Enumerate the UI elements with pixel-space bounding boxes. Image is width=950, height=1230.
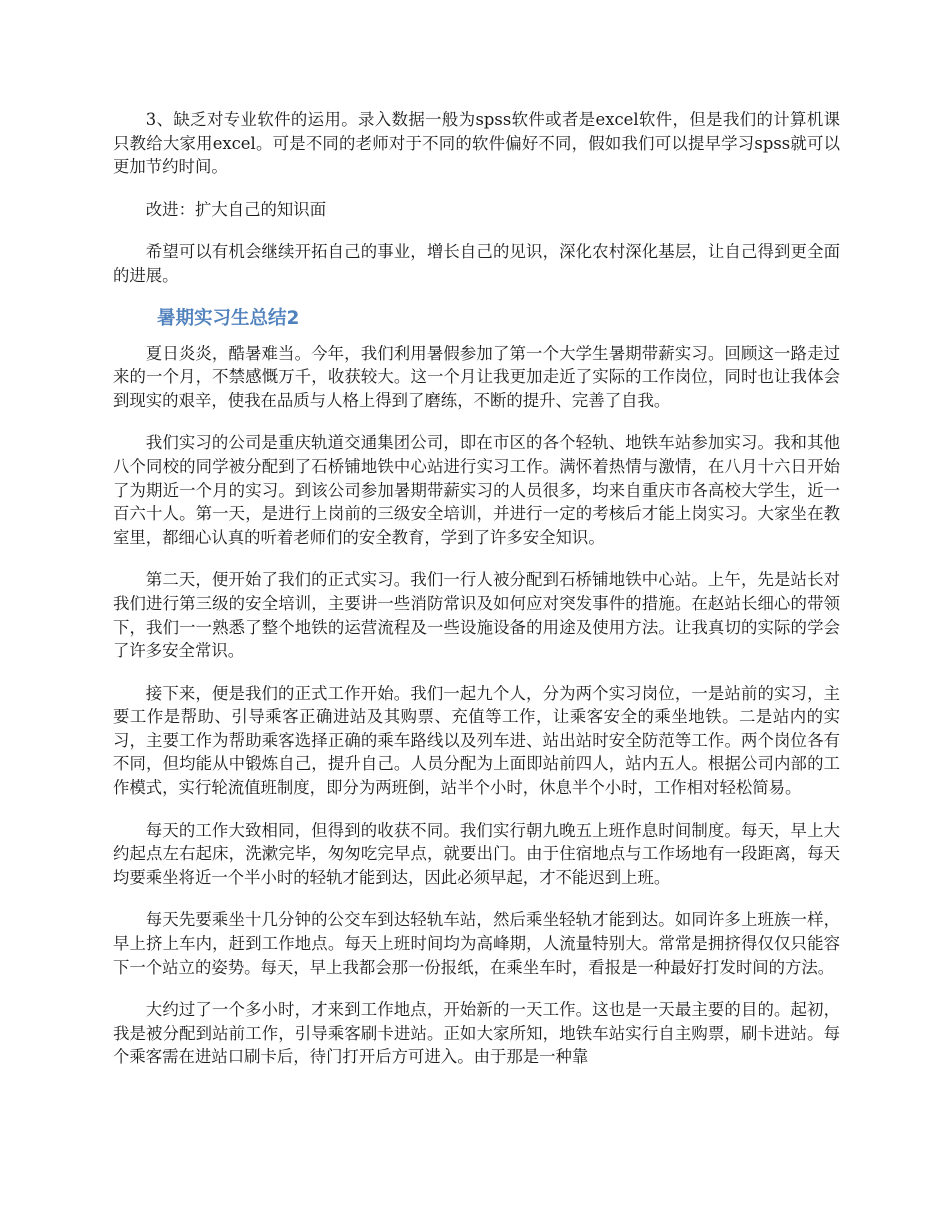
section-heading: 暑期实习生总结2 (157, 307, 300, 329)
paragraph-company: 我们实习的公司是重庆轨道交通集团公司，即在市区的各个轻轨、地铁车站参加实习。我和其他八个同校的同学被分配到了石桥铺地铁中心站进行实习工作。满怀着热情与激情，在八月十六日开始了为期近一个月的实习。到该公司参加暑期带薪实习的人员很多，均来自重庆市各高校大学生，近一百六十人。第一天，是进行上岗前的三级安全培训，并进行一定的考核后才能上岗实习。大家坐在教室里，都细心认真的听着老师们的安全教育，学到了许多安全知识。 (113, 433, 840, 547)
paragraph-software: 3、缺乏对专业软件的运用。录入数据一般为spss软件或者是excel软件，但是我们的计算机课只教给大家用excel。可是不同的老师对于不同的软件偏好不同，假如我们可以提早学习spss就可以更加节约时间。 (113, 110, 840, 177)
paragraph-commute: 每天先要乘坐十几分钟的公交车到达轻轨车站，然后乘坐轻轨才能到达。如同许多上班族一样，早上挤上车内，赶到工作地点。每天上班时间均为高峰期，人流量特别大。常常是拥挤得仅仅只能容下一个站立的姿势。每天，早上我都会那一份报纸，在乘坐车时，看报是一种最好打发时间的方法。 (113, 910, 840, 977)
paragraph-improvement: 改进：扩大自己的知识面 (145, 199, 327, 219)
paragraph-daily-work: 每天的工作大致相同，但得到的收获不同。我们实行朝九晚五上班作息时间制度。每天，早上大约起点左右起床，洗漱完毕，匆匆吃完早点，就要出门。由于住宿地点与工作场地有一段距离，每天均要乘坐将近一个半小时的轻轨才能到达，因此必须早起，才不能迟到上班。 (113, 820, 840, 887)
document-page (113, 108, 840, 1088)
paragraph-work-start: 接下来，便是我们的正式工作开始。我们一起九个人，分为两个实习岗位，一是站前的实习，主要工作是帮助、引导乘客正确进站及其购票、充值等工作，让乘客安全的乘坐地铁。二是站内的实习，主要工作为帮助乘客选择正确的乘车路线以及列车进、站出站时安全防范等工作。两个岗位各有不同，但均能从中锻炼自己，提升自己。人员分配为上面即站前四人，站内五人。根据公司内部的工作模式，实行轮流值班制度，即分为两班倒，站半个小时，休息半个小时，工作相对轻松简易。 (113, 683, 840, 798)
paragraph-arrival: 大约过了一个多小时，才来到工作地点，开始新的一天工作。这也是一天最主要的目的。起初，我是被分配到站前工作，引导乘客刷卡进站。正如大家所知，地铁车站实行自主购票，刷卡进站。每个乘客需在进站口刷卡后，待门打开后方可进入。由于那是一种靠 (113, 1000, 840, 1067)
paragraph-summer-intro: 夏日炎炎，酷暑难当。今年，我们利用暑假参加了第一个大学生暑期带薪实习。回顾这一路走过来的一个月，不禁感慨万千，收获较大。这一个月让我更加走近了实际的工作岗位，同时也让我体会到现实的艰辛，使我在品质与人格上得到了磨练，不断的提升、完善了自我。 (113, 343, 840, 410)
paragraph-second-day: 第二天，便开始了我们的正式实习。我们一行人被分配到石桥铺地铁中心站。上午，先是站长对我们进行第三级的安全培训，主要讲一些消防常识及如何应对突发事件的措施。在赵站长细心的带领下，我们一一熟悉了整个地铁的运营流程及一些设施设备的用途及使用方法。让我真切的实际的学会了许多安全常识。 (113, 570, 840, 661)
paragraph-hope: 希望可以有机会继续开拓自己的事业，增长自己的见识，深化农村深化基层，让自己得到更全面的进展。 (113, 242, 840, 285)
